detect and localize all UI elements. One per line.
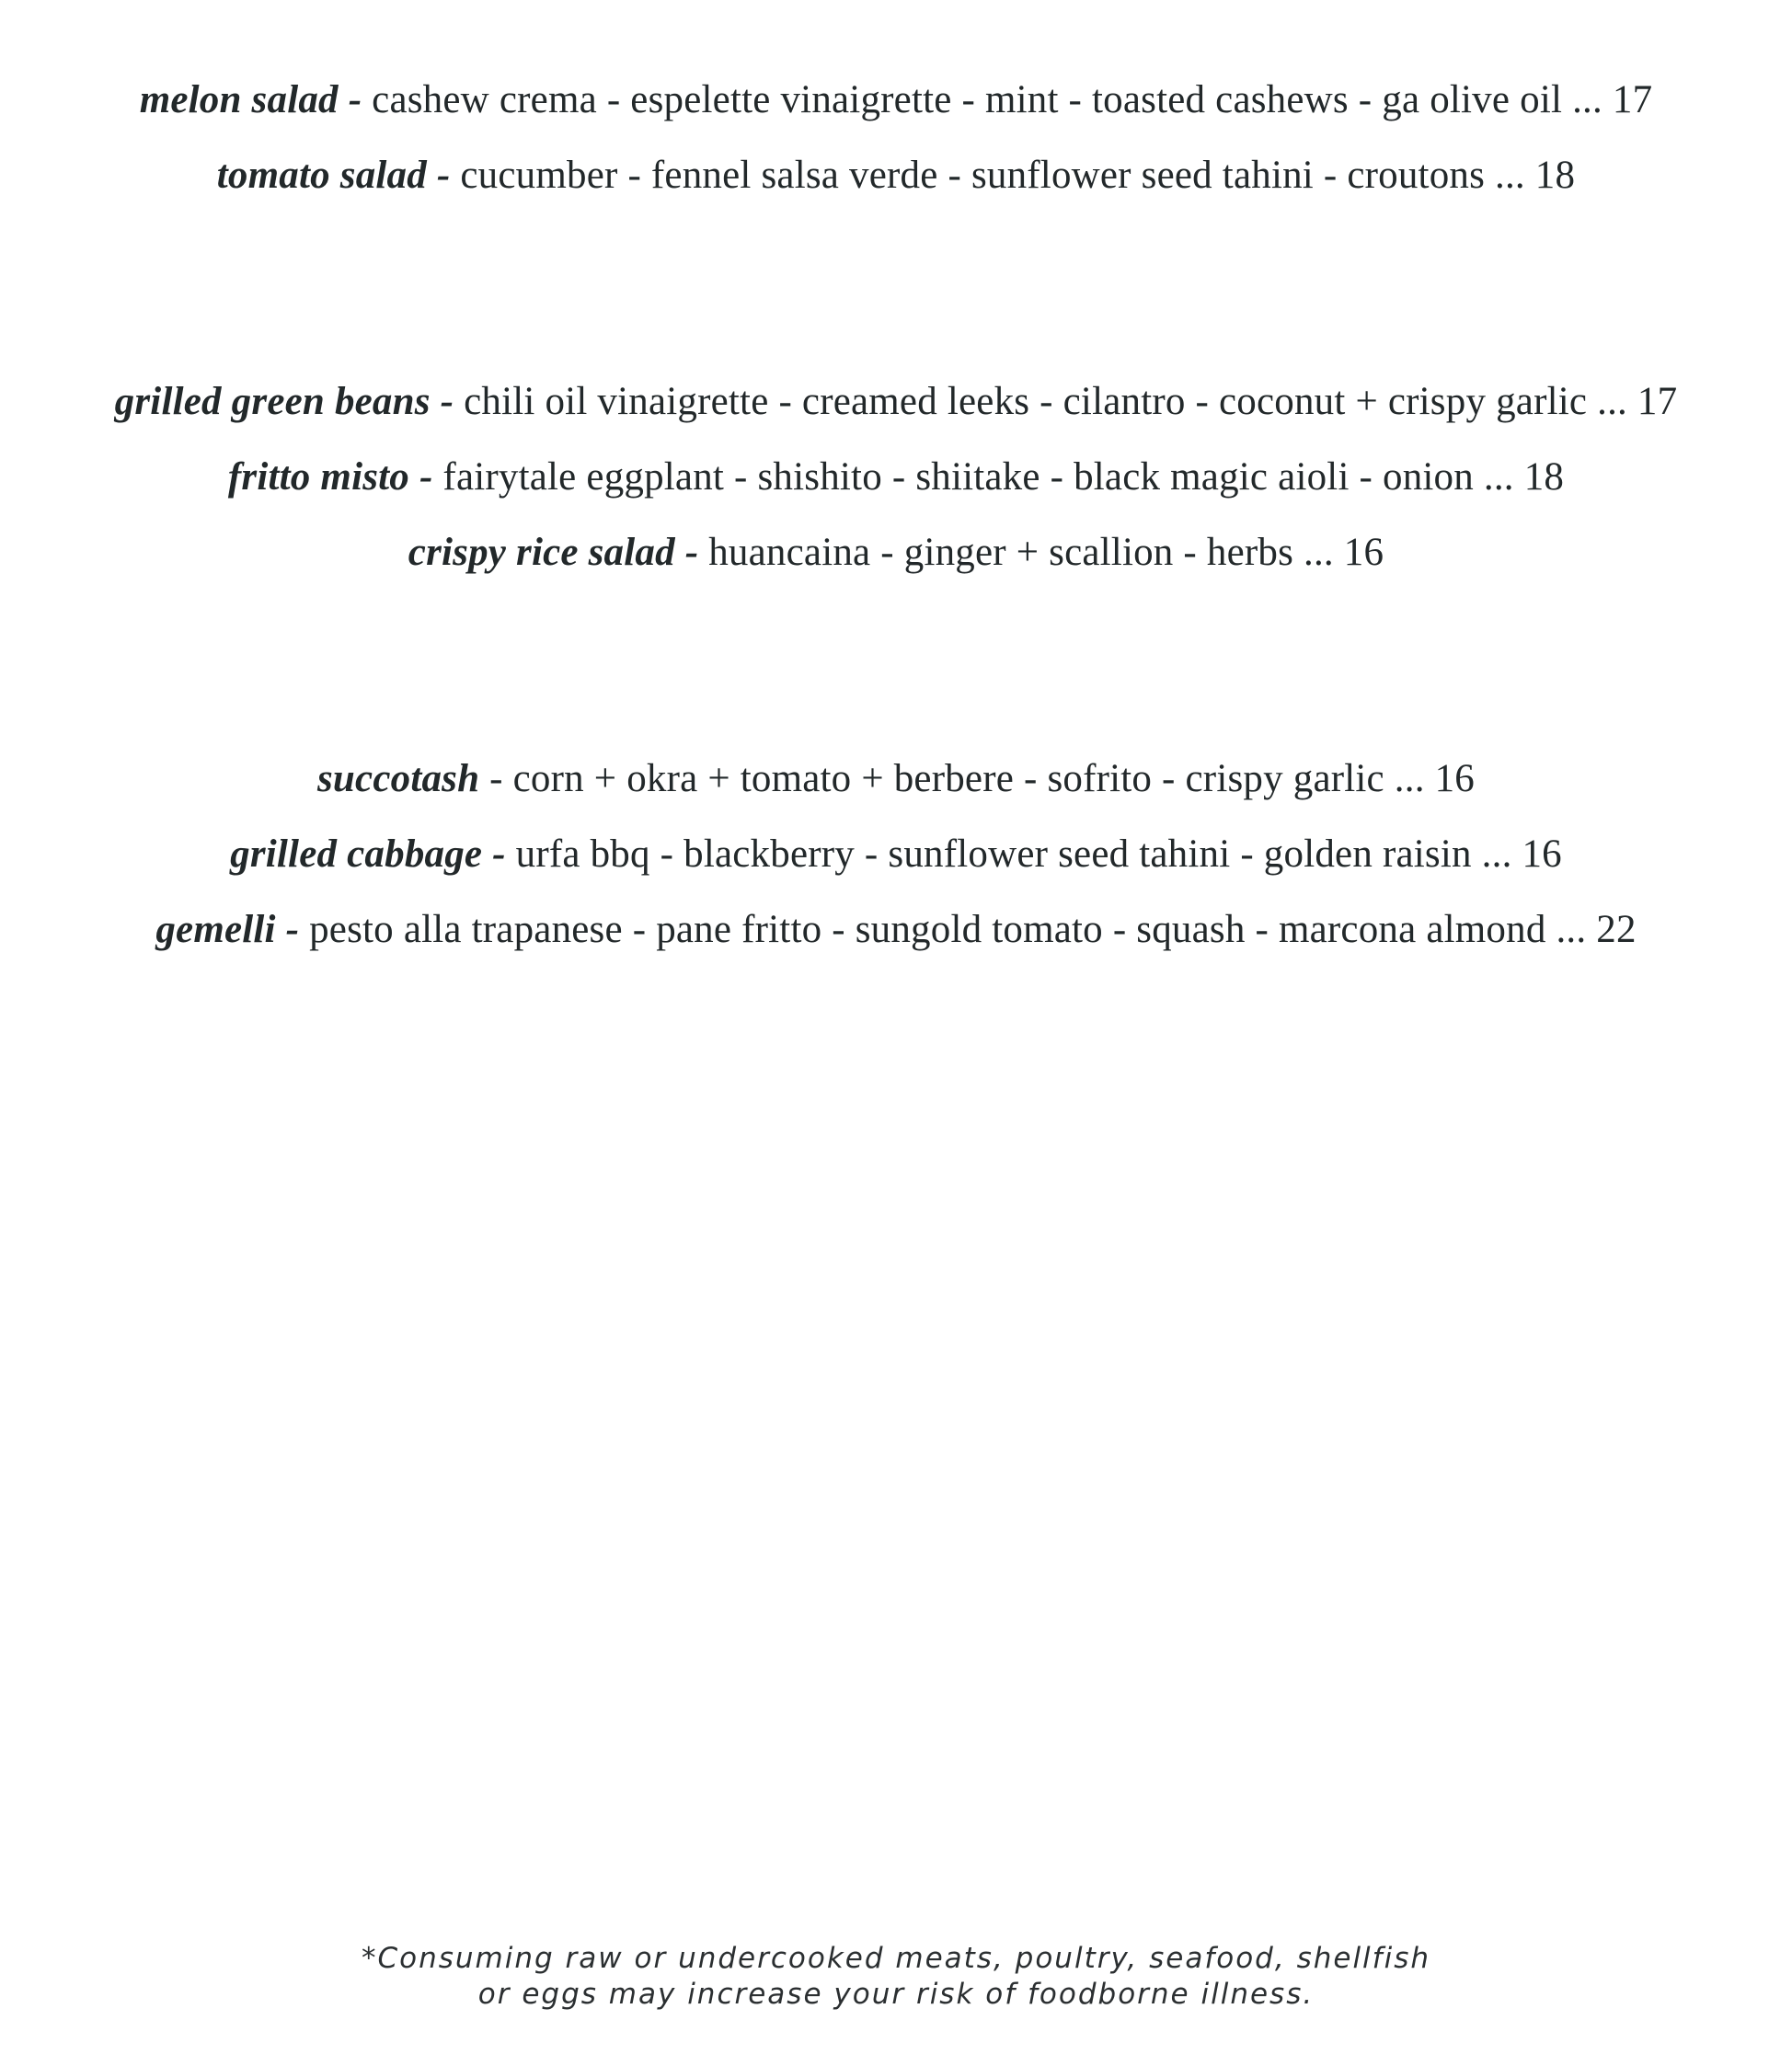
menu-item-description: - corn + okra + tomato + berbere - sofrito - crispy garlic ... 16 bbox=[479, 757, 1475, 800]
menu-item bbox=[0, 138, 1792, 213]
menu-item bbox=[0, 892, 1792, 968]
menu-item-name: succotash bbox=[317, 757, 480, 800]
menu-item-description: fairytale eggplant - shishito - shiitake - black magic aioli - onion ... 18 bbox=[432, 455, 1565, 499]
menu-item-name: grilled green beans - bbox=[114, 380, 454, 423]
menu-item bbox=[0, 63, 1792, 138]
menu-section-vegetables bbox=[0, 364, 1792, 591]
menu-item-name: gemelli - bbox=[155, 908, 300, 951]
menu-item-name: tomato salad - bbox=[216, 154, 451, 197]
menu-item-description: cashew crema - espelette vinaigrette - mint - toasted cashews - ga olive oil ... 17 bbox=[362, 78, 1653, 121]
menu-item bbox=[0, 741, 1792, 817]
menu-item bbox=[0, 817, 1792, 892]
menu-item-description: huancaina - ginger + scallion - herbs ... 16 bbox=[698, 531, 1384, 574]
menu-item-name: fritto misto - bbox=[227, 455, 433, 499]
menu-item-name: grilled cabbage - bbox=[230, 832, 506, 876]
menu-item bbox=[0, 364, 1792, 440]
menu-item bbox=[0, 440, 1792, 515]
menu-item-description: chili oil vinaigrette - creamed leeks - cilantro - coconut + crispy garlic ... 17 bbox=[454, 380, 1678, 423]
disclaimer-line-2: or eggs may increase your risk of foodborne illness. bbox=[477, 1978, 1315, 2011]
disclaimer-line-1: *Consuming raw or undercooked meats, poultry, seafood, shellfish bbox=[362, 1942, 1430, 1975]
menu-item bbox=[0, 515, 1792, 591]
food-safety-disclaimer bbox=[0, 1941, 1792, 2013]
menu-item-description: urfa bbq - blackberry - sunflower seed tahini - golden raisin ... 16 bbox=[505, 832, 1562, 876]
menu-section-mains bbox=[0, 741, 1792, 968]
menu-item-description: pesto alla trapanese - pane fritto - sungold tomato - squash - marcona almond ... 22 bbox=[299, 908, 1637, 951]
menu-section-salads bbox=[0, 63, 1792, 213]
menu-item-name: melon salad - bbox=[139, 78, 362, 121]
menu-item-description: cucumber - fennel salsa verde - sunflower seed tahini - croutons ... 18 bbox=[450, 154, 1576, 197]
menu-item-name: crispy rice salad - bbox=[408, 531, 699, 574]
